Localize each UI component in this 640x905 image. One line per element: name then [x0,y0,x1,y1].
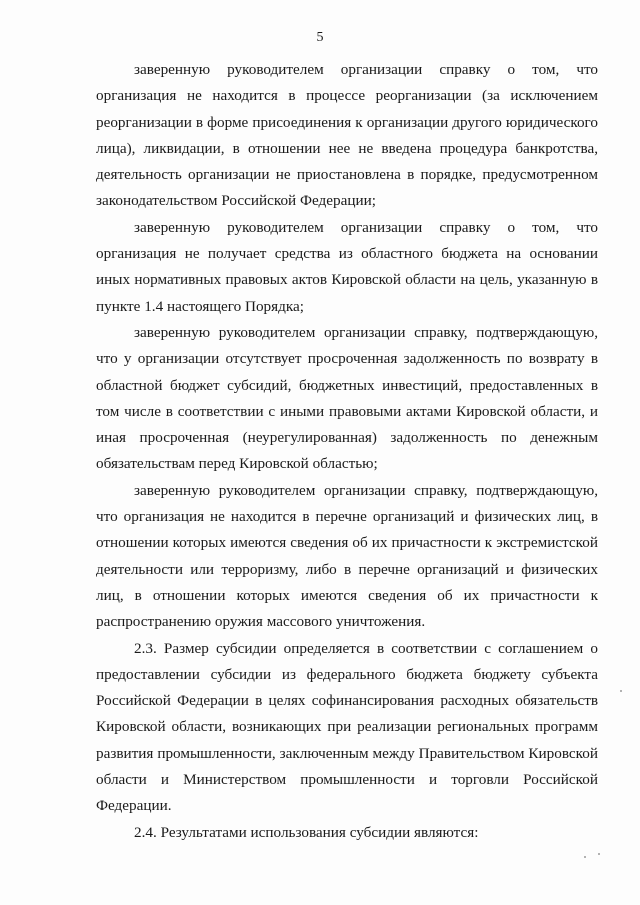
paragraph-certificate-overdue-debt: заверенную руководителем организации справку, подтверждающую, что у организации отсутствует просроченная задолженность по возврату в областной бюджет субсидий, бюджетных инвестиций, предоставленных в том числе в соответствии с иными правовыми актами Кировской области, и иная просроченная (неурегулированная) задолженность по денежным обязательствам перед Кировской областью; [96,323,598,473]
document-body [96,57,598,846]
paragraph-certificate-regional-budget: заверенную руководителем организации справку о том, что организация не получает средства из областного бюджета на основании иных нормативных правовых актов Кировской области на цель, указанную в пункте 1.4 настоящего Порядка; [96,218,598,315]
page-number: 5 [316,30,324,45]
scan-speck [598,853,600,855]
paragraph-subsidy-results: 2.4. Результатами использования субсидии являются: [134,823,479,841]
paragraph-subsidy-amount: 2.3. Размер субсидии определяется в соответствии с соглашением о предоставлении субсидии из федерального бюджета бюджету субъекта Российской Федерации в целях софинансирования расходных обязательств Кировской области, возникающих при реализации региональных программ развития промышленности, заключенным между Правительством Кировской области и Министерством промышленности и торговли Российской Федерации. [96,639,598,815]
paragraph-certificate-extremism-list: заверенную руководителем организации справку, подтверждающую, что организация не находится в перечне организаций и физических лиц, в отношении которых имеются сведения об их причастности к экстремистской деятельности или терроризму, либо в перечне организаций и физических лиц, в отношении которых имеются сведения об их причастности к распространению оружия массового уничтожения. [96,481,598,631]
scan-speck [584,856,586,858]
scan-speck [620,690,622,692]
paragraph-certificate-reorganization: заверенную руководителем организации справку о том, что организация не находится в процессе реорганизации (за исключением реорганизации в форме присоединения к организации другого юридического лица), ликвидации, в отношении нее не введена процедура банкротства, деятельность организации не приостановлена в порядке, предусмотренном законодательством Российской Федерации; [96,61,598,210]
